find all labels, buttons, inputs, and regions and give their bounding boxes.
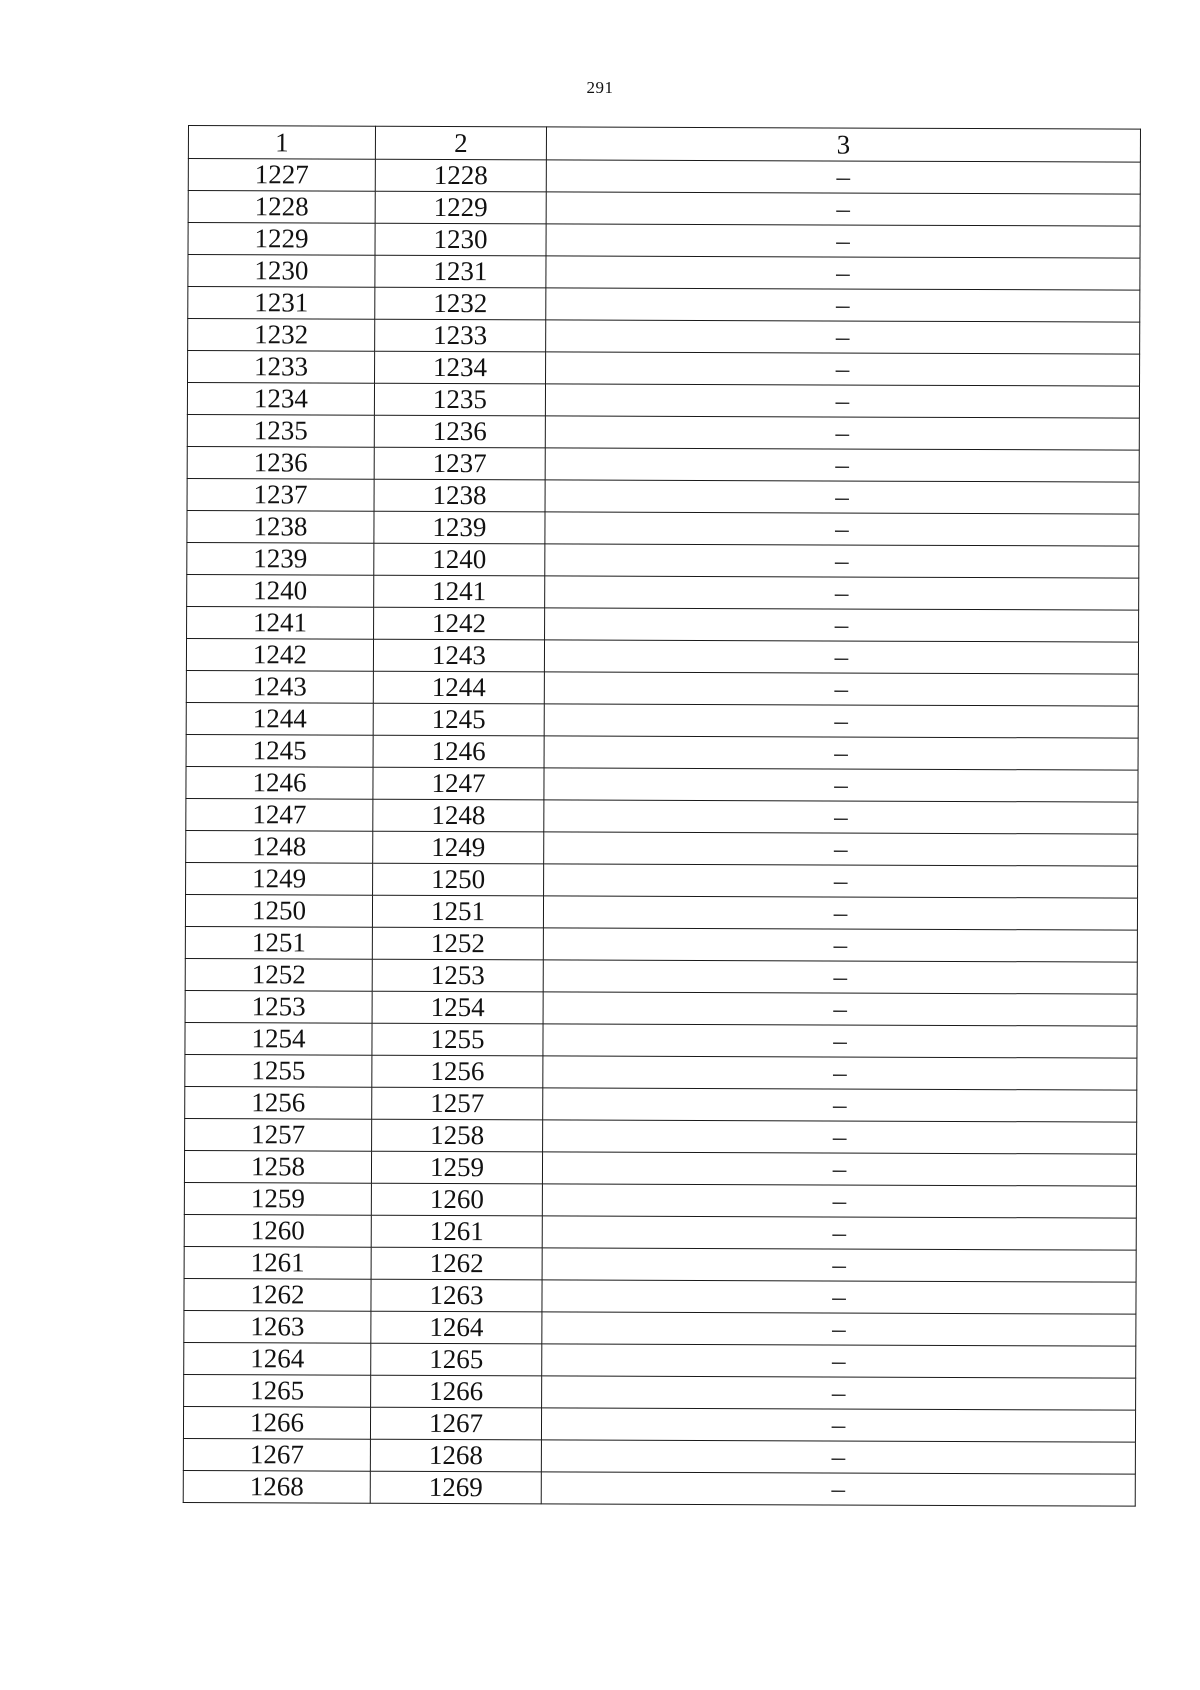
table-cell-col1: 1263: [184, 1310, 371, 1343]
table-cell-col1: 1243: [186, 670, 373, 703]
table-cell-col1: 1228: [188, 191, 375, 224]
table-cell-col1: 1237: [187, 478, 374, 511]
table-cell-col3: –: [541, 1472, 1135, 1506]
table-row: [183, 1470, 1135, 1506]
table-cell-col3: –: [543, 1120, 1137, 1154]
header-row: [188, 126, 1140, 163]
table-cell-col2: 1243: [373, 639, 544, 672]
table-row: [184, 1150, 1136, 1186]
table-cell-col1: 1262: [184, 1278, 371, 1311]
table-row: [187, 414, 1139, 450]
table-cell-col1: 1230: [188, 255, 375, 288]
table-cell-col2: 1262: [371, 1247, 542, 1280]
table-row: [185, 958, 1137, 994]
table-cell-col2: 1229: [375, 191, 546, 224]
table-cell-col2: 1252: [372, 927, 543, 960]
table-cell-col3: –: [543, 896, 1137, 930]
table-cell-col3: –: [541, 1408, 1135, 1442]
table-cell-col3: –: [544, 672, 1138, 706]
table-cell-col3: –: [543, 960, 1137, 994]
table-cell-col1: 1252: [185, 958, 372, 991]
table-cell-col3: –: [546, 288, 1140, 322]
table-row: [184, 1182, 1136, 1218]
table-row: [188, 159, 1140, 195]
table-row: [185, 1054, 1137, 1090]
table-cell-col3: –: [543, 992, 1137, 1026]
table-row: [185, 894, 1137, 930]
table-row: [185, 990, 1137, 1026]
table-row: [186, 798, 1138, 834]
table-cell-col1: 1245: [186, 734, 373, 767]
table-cell-col2: 1269: [370, 1471, 541, 1504]
table-cell-col1: 1247: [186, 798, 373, 831]
table-cell-col2: 1263: [371, 1279, 542, 1312]
table-cell-col3: –: [542, 1344, 1136, 1378]
table-cell-col2: 1233: [375, 319, 546, 352]
table-row: [187, 542, 1139, 578]
table-row: [187, 574, 1139, 610]
table-cell-col3: –: [544, 832, 1138, 866]
data-table: [183, 125, 1141, 1507]
table-cell-col1: 1236: [187, 446, 374, 479]
table-cell-col1: 1265: [184, 1374, 371, 1407]
table-cell-col1: 1251: [185, 926, 372, 959]
column-header-1: 1: [188, 126, 375, 160]
table-cell-col2: 1248: [373, 799, 544, 832]
table-cell-col2: 1231: [375, 255, 546, 288]
table-row: [185, 1022, 1137, 1058]
table-cell-col2: 1261: [371, 1215, 542, 1248]
table-cell-col2: 1241: [374, 575, 545, 608]
table-cell-col3: –: [546, 320, 1140, 354]
table-cell-col1: 1255: [185, 1054, 372, 1087]
table-cell-col2: 1234: [375, 351, 546, 384]
table-cell-col1: 1235: [187, 414, 374, 447]
table-cell-col1: 1248: [186, 830, 373, 863]
table-cell-col3: –: [541, 1440, 1135, 1474]
table-cell-col1: 1259: [184, 1182, 371, 1215]
table-cell-col3: –: [546, 256, 1140, 290]
table-cell-col3: –: [546, 352, 1140, 386]
table-cell-col1: 1253: [185, 990, 372, 1023]
page-number: 291: [586, 78, 614, 97]
table-body: [183, 159, 1140, 1507]
table-cell-col3: –: [544, 640, 1138, 674]
table-cell-col3: –: [544, 768, 1138, 802]
table-row: [184, 1342, 1136, 1378]
table-cell-col1: 1229: [188, 223, 375, 256]
table-cell-col1: 1244: [186, 702, 373, 735]
table-cell-col2: 1247: [373, 767, 544, 800]
table-cell-col2: 1256: [372, 1055, 543, 1088]
table-cell-col3: –: [545, 608, 1139, 642]
table-cell-col3: –: [545, 480, 1139, 514]
table-row: [185, 926, 1137, 962]
table-row: [187, 606, 1139, 642]
table-cell-col3: –: [544, 704, 1138, 738]
table-cell-col2: 1249: [373, 831, 544, 864]
table-container: [183, 125, 1140, 1507]
table-cell-col2: 1235: [374, 383, 545, 416]
table-cell-col2: 1257: [372, 1087, 543, 1120]
table-cell-col3: –: [542, 1184, 1136, 1218]
table-cell-col2: 1268: [370, 1439, 541, 1472]
table-cell-col3: –: [542, 1248, 1136, 1282]
table-cell-col1: 1258: [184, 1150, 371, 1183]
table-cell-col1: 1240: [187, 574, 374, 607]
table-cell-col2: 1238: [374, 479, 545, 512]
table-row: [186, 830, 1138, 866]
table-cell-col1: 1260: [184, 1214, 371, 1247]
table-row: [187, 383, 1139, 419]
table-cell-col3: –: [542, 1280, 1136, 1314]
table-cell-col3: –: [545, 384, 1139, 418]
table-header: [188, 126, 1140, 163]
table-row: [186, 702, 1138, 738]
table-row: [188, 255, 1140, 291]
table-row: [188, 223, 1140, 259]
table-cell-col1: 1264: [184, 1342, 371, 1375]
table-cell-col3: –: [543, 1056, 1137, 1090]
table-cell-col1: 1266: [183, 1406, 370, 1439]
table-row: [188, 351, 1140, 387]
table-cell-col1: 1256: [185, 1086, 372, 1119]
table-row: [184, 1310, 1136, 1346]
table-cell-col2: 1239: [374, 511, 545, 544]
table-cell-col1: 1233: [188, 351, 375, 384]
table-row: [188, 319, 1140, 355]
table-row: [187, 478, 1139, 514]
table-cell-col1: 1227: [188, 159, 375, 192]
table-cell-col1: 1232: [188, 319, 375, 352]
table-cell-col2: 1237: [374, 447, 545, 480]
table-cell-col3: –: [542, 1312, 1136, 1346]
table-row: [188, 191, 1140, 227]
table-cell-col1: 1261: [184, 1246, 371, 1279]
table-cell-col1: 1238: [187, 510, 374, 543]
table-cell-col3: –: [545, 416, 1139, 450]
table-cell-col3: –: [544, 800, 1138, 834]
column-header-2: 2: [375, 126, 546, 160]
table-cell-col1: 1239: [187, 542, 374, 575]
table-cell-col3: –: [546, 224, 1140, 258]
table-cell-col2: 1255: [372, 1023, 543, 1056]
table-cell-col2: 1259: [371, 1151, 542, 1184]
table-cell-col1: 1241: [187, 606, 374, 639]
table-cell-col2: 1232: [375, 287, 546, 320]
table-cell-col2: 1228: [375, 159, 546, 192]
table-cell-col2: 1230: [375, 223, 546, 256]
table-cell-col3: –: [542, 1376, 1136, 1410]
table-cell-col1: 1242: [186, 638, 373, 671]
table-row: [184, 1246, 1136, 1282]
table-cell-col2: 1245: [373, 703, 544, 736]
table-cell-col1: 1254: [185, 1022, 372, 1055]
table-cell-col3: –: [544, 864, 1138, 898]
table-row: [186, 766, 1138, 802]
table-cell-col3: –: [545, 448, 1139, 482]
table-cell-col2: 1253: [372, 959, 543, 992]
table-cell-col1: 1268: [183, 1470, 370, 1503]
table-cell-col1: 1234: [187, 383, 374, 416]
table-cell-col3: –: [543, 928, 1137, 962]
table-row: [184, 1278, 1136, 1314]
table-row: [186, 670, 1138, 706]
table-cell-col3: –: [545, 512, 1139, 546]
table-cell-col3: –: [545, 576, 1139, 610]
table-cell-col2: 1258: [372, 1119, 543, 1152]
table-cell-col3: –: [546, 160, 1140, 194]
table-cell-col2: 1240: [374, 543, 545, 576]
table-cell-col3: –: [546, 192, 1140, 226]
table-row: [183, 1406, 1135, 1442]
table-row: [188, 287, 1140, 323]
table-row: [184, 1374, 1136, 1410]
table-row: [186, 734, 1138, 770]
table-cell-col2: 1265: [371, 1343, 542, 1376]
table-cell-col3: –: [544, 736, 1138, 770]
table-row: [187, 446, 1139, 482]
table-row: [183, 1438, 1135, 1474]
table-row: [185, 1118, 1137, 1154]
table-cell-col2: 1246: [373, 735, 544, 768]
table-cell-col2: 1264: [371, 1311, 542, 1344]
table-cell-col2: 1244: [373, 671, 544, 704]
table-cell-col2: 1242: [374, 607, 545, 640]
table-row: [186, 638, 1138, 674]
table-row: [184, 1214, 1136, 1250]
table-cell-col2: 1260: [371, 1183, 542, 1216]
table-cell-col2: 1236: [374, 415, 545, 448]
table-cell-col2: 1250: [373, 863, 544, 896]
table-cell-col1: 1250: [185, 894, 372, 927]
table-cell-col1: 1246: [186, 766, 373, 799]
table-cell-col3: –: [545, 544, 1139, 578]
table-cell-col2: 1254: [372, 991, 543, 1024]
table-cell-col3: –: [543, 1088, 1137, 1122]
table-cell-col3: –: [542, 1216, 1136, 1250]
table-row: [186, 862, 1138, 898]
table-cell-col2: 1251: [372, 895, 543, 928]
table-cell-col1: 1257: [185, 1118, 372, 1151]
table-row: [187, 510, 1139, 546]
table-cell-col1: 1267: [183, 1438, 370, 1471]
table-cell-col1: 1249: [186, 862, 373, 895]
table-cell-col1: 1231: [188, 287, 375, 320]
column-header-3: 3: [546, 127, 1140, 162]
table-row: [185, 1086, 1137, 1122]
table-cell-col2: 1267: [370, 1407, 541, 1440]
table-cell-col2: 1266: [371, 1375, 542, 1408]
table-cell-col3: –: [542, 1152, 1136, 1186]
table-cell-col3: –: [543, 1024, 1137, 1058]
